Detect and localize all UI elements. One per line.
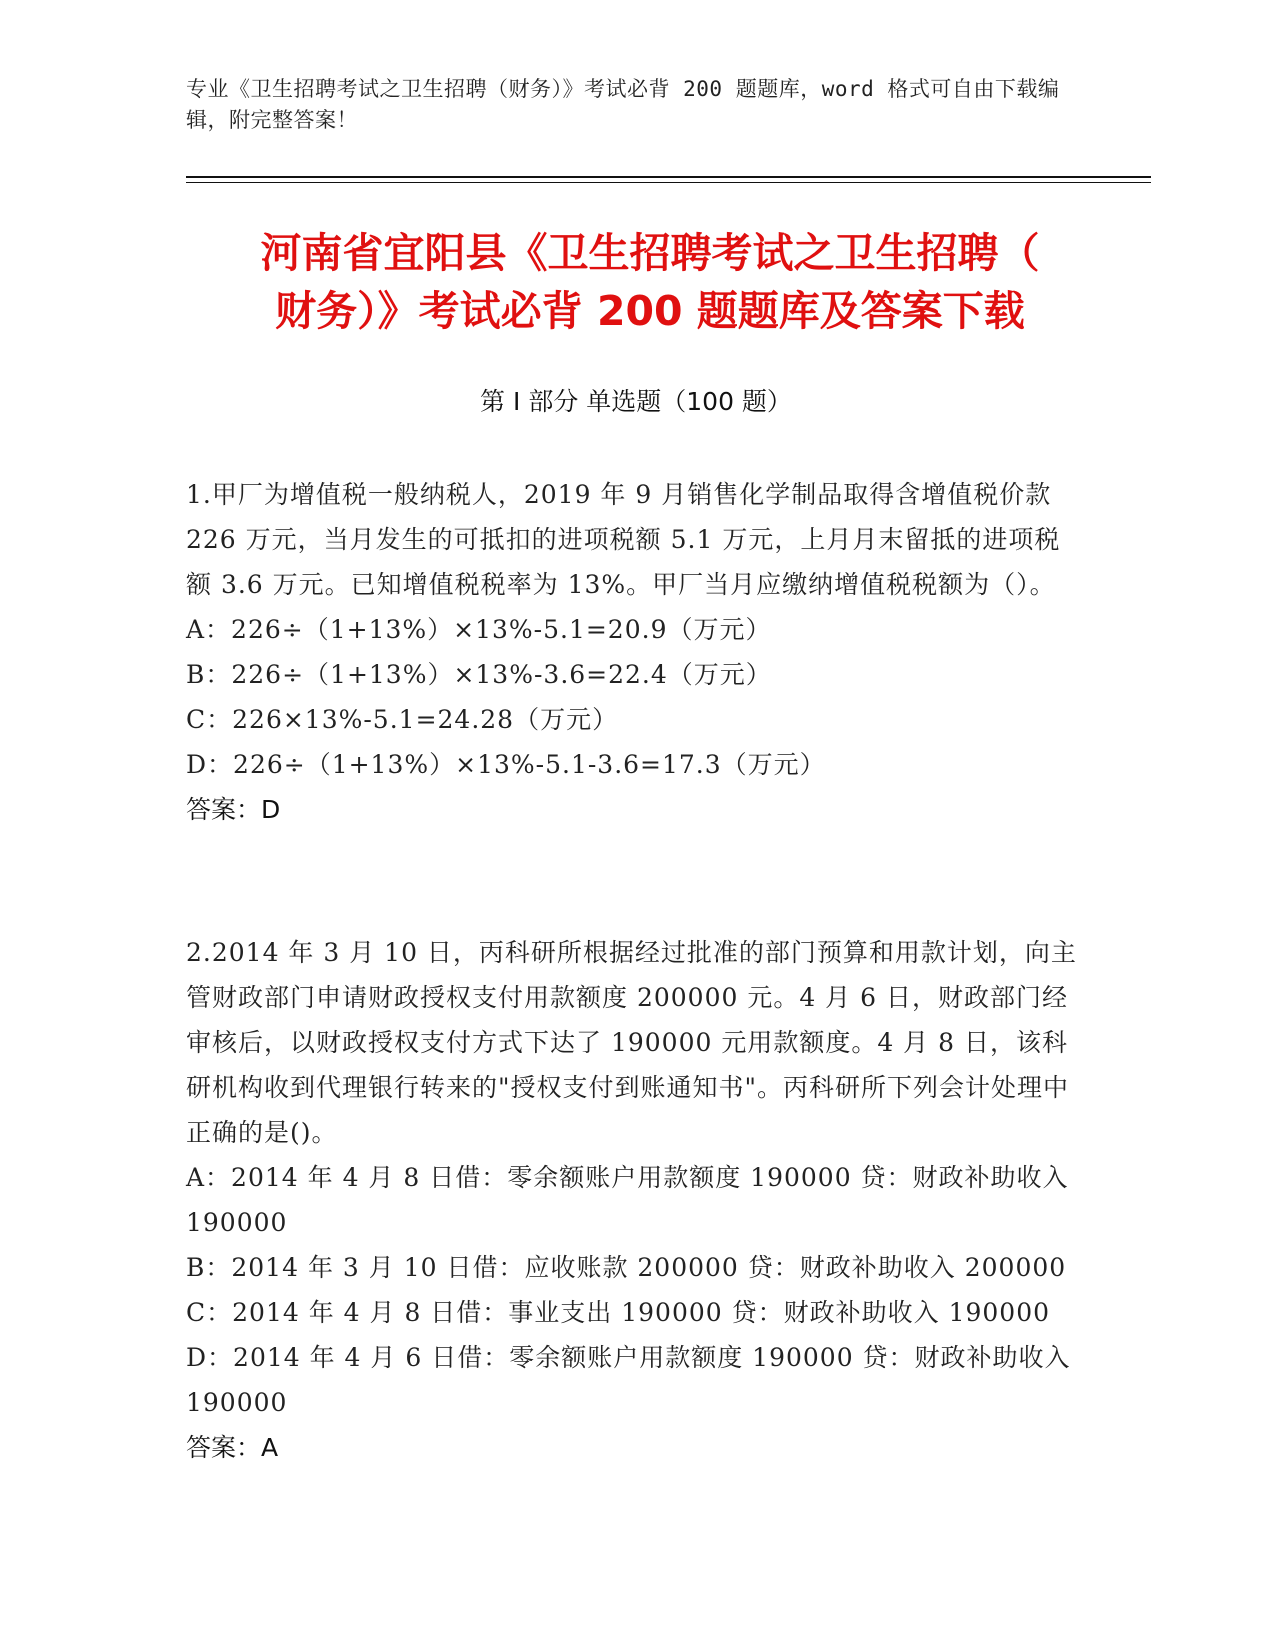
section-heading: 第 I 部分 单选题（100 题）: [480, 387, 792, 416]
option-d: D：2014 年 4 月 6 日借：零余额账户用款额度 190000 贷：财政补助收入 190000: [186, 1343, 1071, 1417]
answer: 答案：D: [186, 795, 281, 824]
title-line-2: 财务）》考试必背 200 题题库及答案下载: [275, 287, 1025, 335]
option-c: C：226×13%-5.1=24.28（万元）: [186, 705, 619, 734]
option-d: D：226÷（1+13%）×13%-5.1-3.6=17.3（万元）: [186, 750, 826, 779]
option-c: C：2014 年 4 月 8 日借：事业支出 190000 贷：财政补助收入 190000: [186, 1298, 1051, 1327]
option-b: B：2014 年 3 月 10 日借：应收账款 200000 贷：财政补助收入 200000: [186, 1253, 1067, 1282]
option-a: A：2014 年 4 月 8 日借：零余额账户用款额度 190000 贷：财政补助收入 190000: [186, 1163, 1069, 1237]
header-rule-thick: [186, 176, 1151, 178]
question-2: [186, 930, 1086, 1470]
intro-text: 专业《卫生招聘考试之卫生招聘（财务）》考试必背 200 题题库，word 格式可自由下载编辑，附完整答案！: [186, 77, 1060, 132]
answer: 答案：A: [186, 1433, 279, 1462]
header-rule-thin: [186, 182, 1151, 183]
document-title: [160, 224, 1140, 340]
question-stem: 2.2014 年 3 月 10 日，丙科研所根据经过批准的部门预算和用款计划，向主管财政部门申请财政授权支付用款额度 200000 元。4 月 6 日，财政部门经审核后，以财政授权支付方式下达了 190000 元用款额度。4 月 8 日，该科研机构收到代理银行转来的"授权支付到账通知书"。丙科研所下列会计处理中正确的是()。: [186, 938, 1077, 1147]
question-1: [186, 472, 1086, 832]
option-a: A：226÷（1+13%）×13%-5.1=20.9（万元）: [186, 615, 772, 644]
question-stem: 1.甲厂为增值税一般纳税人，2019 年 9 月销售化学制品取得含增值税价款 226 万元，当月发生的可抵扣的进项税额 5.1 万元，上月月末留抵的进项税额 3.6 万元。已知增值税税率为 13%。甲厂当月应缴纳增值税税额为（）。: [186, 480, 1061, 599]
option-b: B：226÷（1+13%）×13%-3.6=22.4（万元）: [186, 660, 772, 689]
title-line-1: 河南省宜阳县《卫生招聘考试之卫生招聘（: [260, 229, 1040, 277]
